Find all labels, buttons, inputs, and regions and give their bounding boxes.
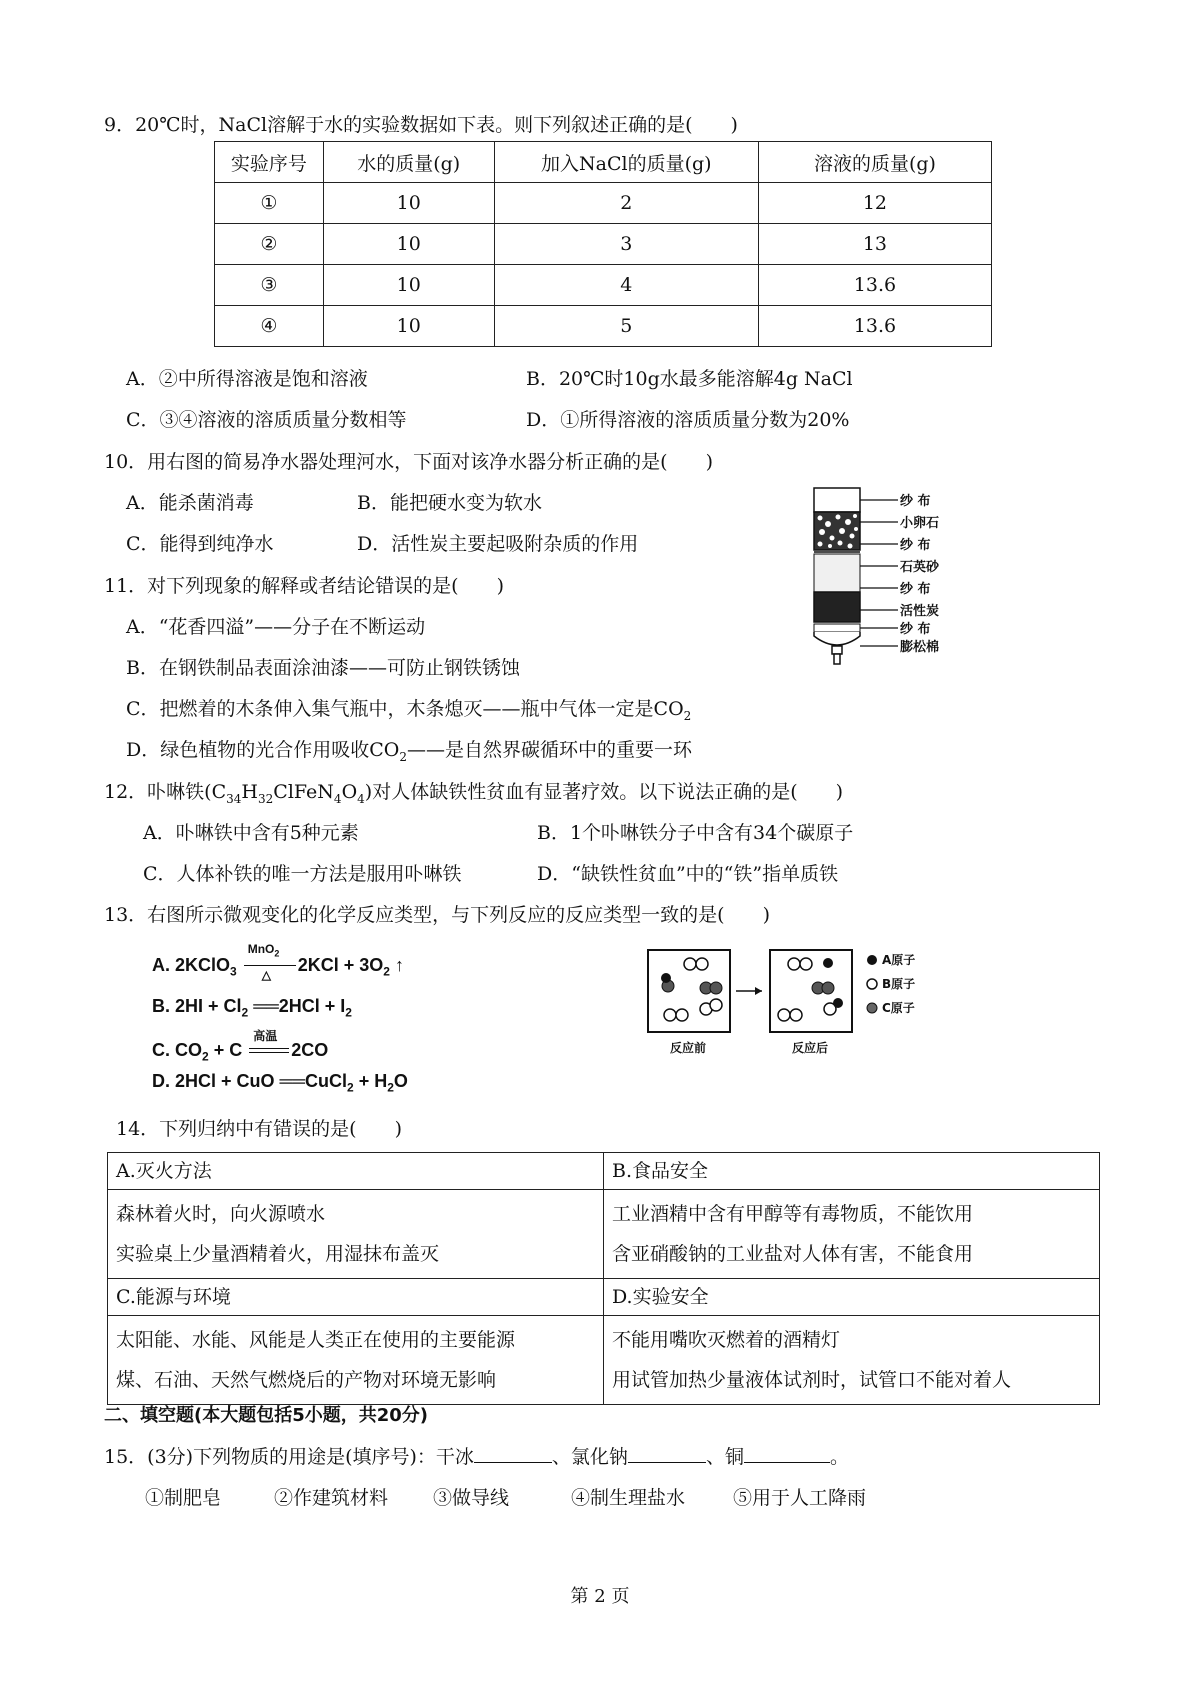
formula-part: H: [241, 781, 258, 803]
option-text: ——是自然界碳循环中的重要一环: [407, 739, 693, 761]
table-cell: A.灭火方法: [108, 1153, 604, 1190]
water-purifier-figure: [812, 486, 962, 666]
eq-text: ══2HCl + I: [248, 996, 346, 1016]
table-row: [215, 183, 992, 224]
stem-text: 15．(3分)下列物质的用途是(填序号)：干冰: [104, 1446, 474, 1468]
table-row: [215, 306, 992, 347]
cell-line: 工业酒精中含有甲醇等有毒物质，不能饮用: [612, 1203, 974, 1225]
q10-option-a: A．能杀菌消毒: [126, 492, 254, 514]
q14-stem: 14．下列归纳中有错误的是( ): [116, 1118, 403, 1140]
table-row: [215, 265, 992, 306]
stem-text: 12．卟啉铁(C: [104, 781, 227, 803]
catalyst-text: MnO: [247, 942, 275, 957]
cell-line: 用试管加热少量液体试剂时，试管口不能对着人: [612, 1369, 1012, 1391]
table-cell: [108, 1190, 604, 1279]
cell-line: 煤、石油、天然气燃烧后的产物对环境无影响: [116, 1369, 497, 1391]
q11-option-a: A．“花香四溢”——分子在不断运动: [126, 616, 426, 638]
figure-label: 纱 布: [900, 582, 931, 597]
table-cell: ④: [215, 306, 324, 347]
subscript: 32: [258, 791, 274, 806]
table-cell: 10: [323, 265, 494, 306]
option-text: C．把燃着的木条伸入集气瓶中，木条熄灭——瓶中气体一定是CO: [126, 698, 684, 720]
figure-label: 纱 布: [900, 538, 931, 553]
q10-option-c: C．能得到纯净水: [126, 533, 274, 555]
table-cell: ①: [215, 183, 324, 224]
subscript: 2: [241, 1005, 249, 1020]
eq-text: 2KCl + 3O: [297, 955, 384, 975]
legend-label: C原子: [882, 1001, 915, 1015]
figure-label: 纱 布: [900, 622, 931, 637]
cell-line: 太阳能、水能、风能是人类正在使用的主要能源: [116, 1329, 516, 1351]
cell-line: 森林着火时，向火源喷水: [116, 1203, 326, 1225]
figure-label: 活性炭: [900, 604, 940, 619]
table-row: [108, 1316, 1100, 1405]
q11-option-d: [126, 735, 692, 764]
q13-equation-c: [152, 1029, 329, 1064]
q12-option-a: A．卟啉铁中含有5种元素: [143, 822, 359, 844]
subscript: 2: [383, 964, 390, 979]
subscript: 2: [274, 948, 280, 959]
eq-text: C. CO: [152, 1040, 203, 1060]
eq-text: 2CO: [291, 1040, 329, 1060]
before-label: 反应前: [670, 1041, 707, 1055]
table-cell: C.能源与环境: [108, 1279, 604, 1316]
subscript: 2: [683, 708, 692, 723]
q14-table: [107, 1152, 1100, 1405]
eq-text: + H: [353, 1071, 388, 1091]
table-header-cell: 溶液的质量(g): [758, 142, 991, 183]
figure-label: 膨松棉: [900, 640, 940, 655]
cell-line: 含亚硝酸钠的工业盐对人体有害，不能食用: [612, 1243, 974, 1265]
table-row: [108, 1279, 1100, 1316]
eq-text: + C: [208, 1040, 243, 1060]
stem-text: 。: [829, 1446, 849, 1468]
answer-blank[interactable]: [628, 1444, 706, 1463]
formula-part: O: [341, 781, 358, 803]
table-cell: B.食品安全: [604, 1153, 1100, 1190]
q11-option-c: [126, 694, 691, 723]
stem-text: )对人体缺铁性贫血有显著疗效。以下说法正确的是( ): [364, 781, 844, 803]
q11-option-b: B．在钢铁制品表面涂油漆——可防止钢铁锈蚀: [126, 657, 520, 679]
subscript: 2: [387, 1080, 394, 1095]
table-cell: [604, 1190, 1100, 1279]
table-cell: 13: [758, 224, 991, 265]
q12-option-d: D．“缺铁性贫血”中的“铁”指单质铁: [537, 863, 839, 885]
table-header-cell: 实验序号: [215, 142, 324, 183]
figure-label: 石英砂: [900, 560, 940, 575]
condition-label: 高温: [253, 1029, 278, 1044]
table-row: [108, 1190, 1100, 1279]
table-cell: [108, 1316, 604, 1405]
table-header-row: [215, 142, 992, 183]
eq-text: A. 2KClO: [152, 955, 231, 975]
q12-option-b: B．1个卟啉铁分子中含有34个碳原子: [537, 822, 854, 844]
micro-reaction-figure: [640, 948, 950, 1056]
q15-choice: ④制生理盐水: [571, 1487, 686, 1509]
table-cell: 4: [494, 265, 758, 306]
gas-arrow: ↑: [389, 955, 404, 975]
q9-option-c: C．③④溶液的溶质质量分数相等: [126, 409, 407, 431]
formula: [226, 781, 365, 806]
q10-option-d: D．活性炭主要起吸附杂质的作用: [357, 533, 639, 555]
cell-line: 实验桌上少量酒精着火，用湿抹布盖灭: [116, 1243, 440, 1265]
q9-option-a: A．②中所得溶液是饱和溶液: [126, 368, 368, 390]
eq-text: D. 2HCl + CuO ══CuCl: [152, 1071, 348, 1091]
answer-blank[interactable]: [744, 1444, 830, 1463]
q15-choice: ⑤用于人工降雨: [733, 1487, 867, 1509]
eq-text: O: [393, 1071, 408, 1091]
page-number: 第 2 页: [570, 1586, 630, 1607]
q9-stem: 9．20℃时，NaCl溶解于水的实验数据如下表。则下列叙述正确的是( ): [104, 114, 738, 136]
table-cell: D.实验安全: [604, 1279, 1100, 1316]
table-cell: 13.6: [758, 265, 991, 306]
figure-label: 小卵石: [900, 516, 940, 531]
subscript: 2: [202, 1049, 209, 1064]
after-label: 反应后: [792, 1041, 829, 1055]
q9-option-b: B．20℃时10g水最多能溶解4g NaCl: [526, 368, 853, 390]
table-cell: 2: [494, 183, 758, 224]
table-row: [215, 224, 992, 265]
subscript: 2: [345, 1005, 352, 1020]
table-header-cell: 水的质量(g): [323, 142, 494, 183]
heat-symbol: △: [261, 968, 271, 983]
subscript: 4: [357, 791, 365, 806]
q15-stem: [104, 1442, 849, 1469]
q11-stem: 11．对下列现象的解释或者结论错误的是( ): [104, 575, 505, 597]
table-cell: 3: [494, 224, 758, 265]
q13-equation-b: [152, 996, 352, 1020]
reaction-condition: [247, 1029, 291, 1061]
stem-text: 、铜: [705, 1446, 744, 1468]
q10-option-b: B．能把硬水变为软水: [357, 492, 542, 514]
table-cell: ②: [215, 224, 324, 265]
subscript: 2: [347, 1080, 354, 1095]
cell-line: 不能用嘴吹灭燃着的酒精灯: [612, 1329, 841, 1351]
eq-text: B. 2HI + Cl: [152, 996, 242, 1016]
subscript: 34: [226, 791, 242, 806]
table-header-cell: 加入NaCl的质量(g): [494, 142, 758, 183]
legend-label: B原子: [882, 977, 916, 991]
table-row: [108, 1153, 1100, 1190]
subscript: 4: [333, 791, 342, 806]
table-cell: 10: [323, 306, 494, 347]
subscript: 2: [399, 749, 407, 764]
subscript: 3: [230, 964, 237, 979]
legend-label: A原子: [882, 953, 916, 967]
q15-choice: ②作建筑材料: [274, 1487, 389, 1509]
q9-option-d: D．①所得溶液的溶质质量分数为20%: [526, 409, 850, 431]
table-cell: 5: [494, 306, 758, 347]
table-cell: 10: [323, 224, 494, 265]
q15-choice: ③做导线: [433, 1487, 510, 1509]
table-cell: 10: [323, 183, 494, 224]
answer-blank[interactable]: [474, 1444, 552, 1463]
section-heading: 二、填空题(本大题包括5小题，共20分): [104, 1405, 429, 1426]
q9-table: [214, 141, 992, 347]
formula-part: ClFeN: [273, 781, 334, 803]
reaction-condition: [242, 942, 298, 983]
q15-choice: ①制肥皂: [145, 1487, 222, 1509]
q10-stem: 10．用右图的简易净水器处理河水，下面对该净水器分析正确的是( ): [104, 451, 714, 473]
q13-stem: 13．右图所示微观变化的化学反应类型，与下列反应的反应类型一致的是( ): [104, 904, 771, 926]
table-cell: [604, 1316, 1100, 1405]
catalyst-label: [248, 942, 280, 958]
figure-label: 纱 布: [900, 494, 931, 509]
q13-equation-d: [152, 1071, 408, 1095]
q12-option-c: C．人体补铁的唯一方法是服用卟啉铁: [143, 863, 462, 885]
q13-equation-a: [152, 942, 404, 983]
option-text: D．绿色植物的光合作用吸收CO: [126, 739, 400, 761]
stem-text: 、氯化钠: [551, 1446, 628, 1468]
table-cell: 12: [758, 183, 991, 224]
table-cell: 13.6: [758, 306, 991, 347]
table-cell: ③: [215, 265, 324, 306]
q12-stem: [104, 777, 843, 806]
